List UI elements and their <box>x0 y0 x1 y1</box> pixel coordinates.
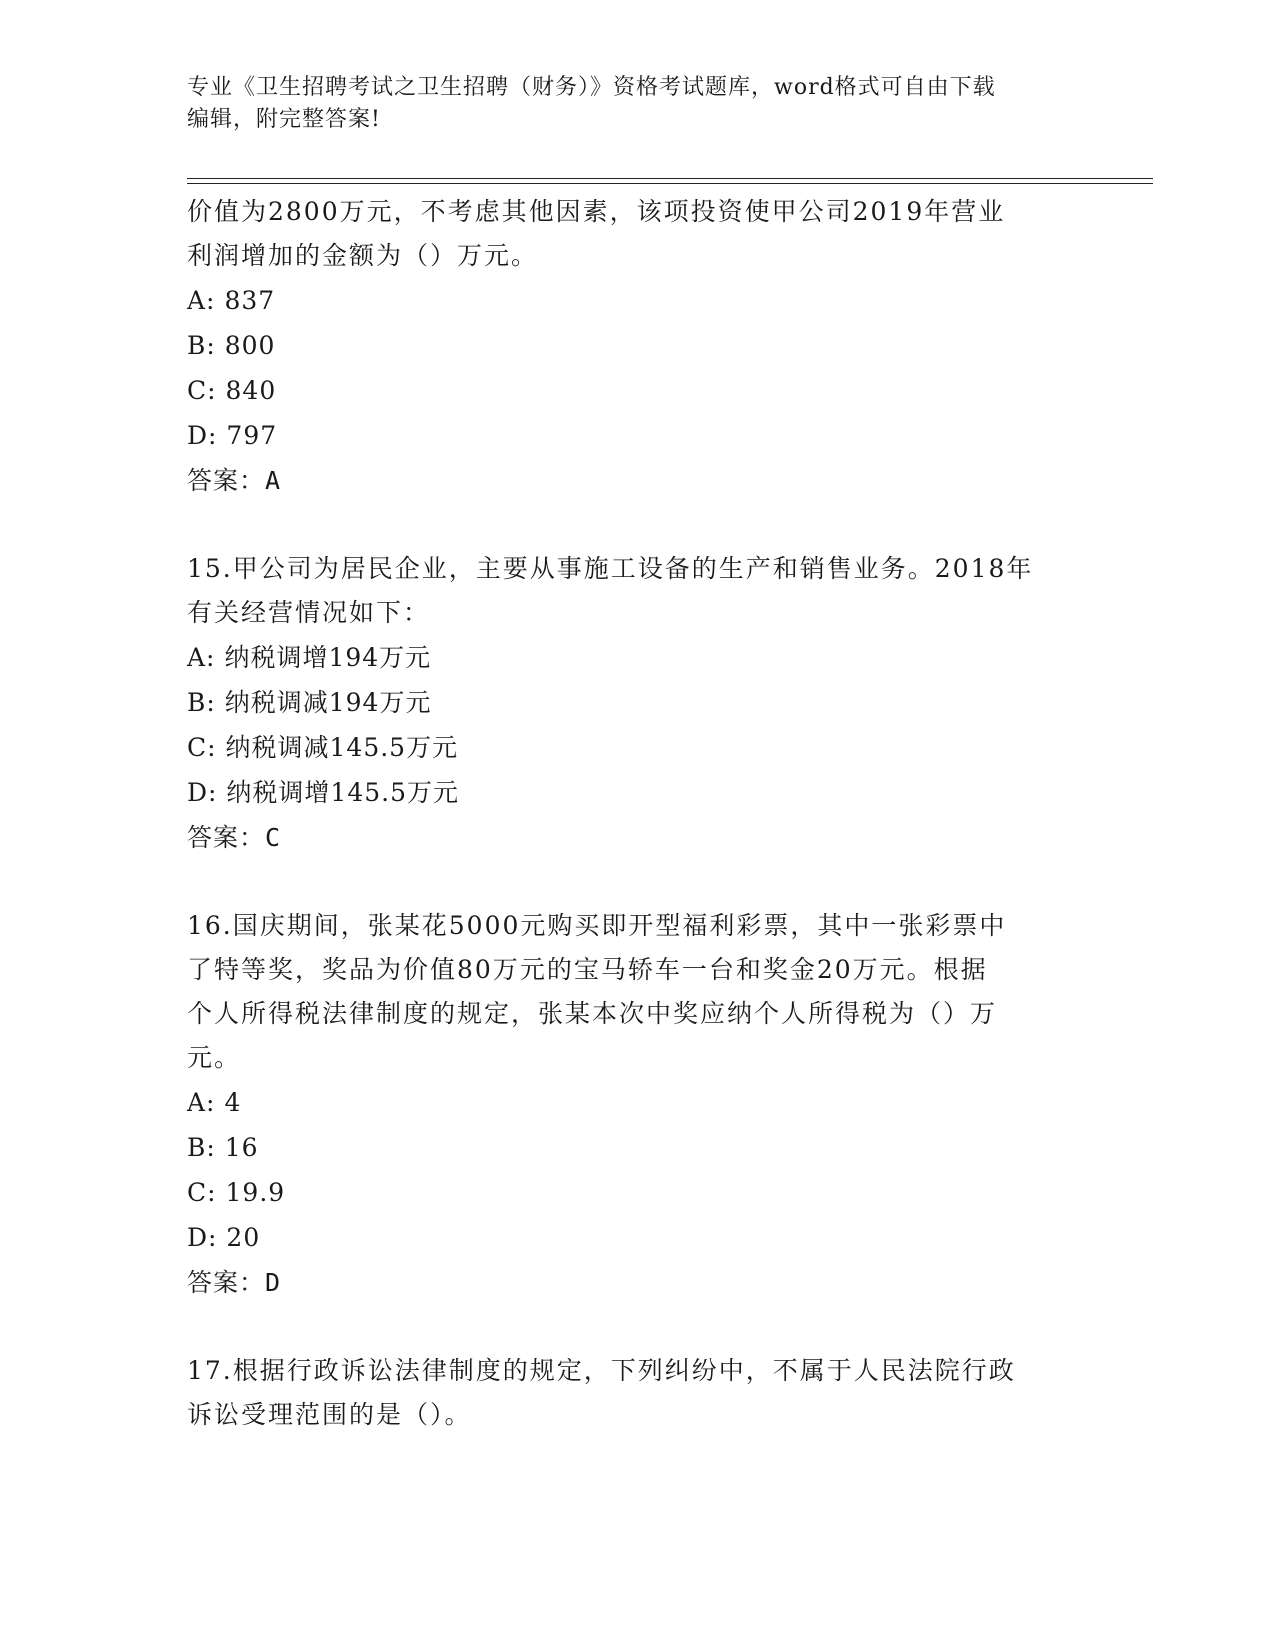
option-b <box>187 680 1087 725</box>
option-a <box>187 278 1087 323</box>
question-stem-line: 15.甲公司为居民企业，主要从事施工设备的生产和销售业务。2018年 <box>187 554 1034 583</box>
question-15 <box>187 547 1087 860</box>
question-stem-line: 17.根据行政诉讼法律制度的规定，下列纠纷中，不属于人民法院行政 <box>187 1356 1016 1385</box>
question-stem-line: 了特等奖，奖品为价值80万元的宝马轿车一台和奖金20万元。根据 <box>187 955 988 984</box>
option-text: 4 <box>224 1088 242 1117</box>
spacer <box>187 1305 1087 1349</box>
question-14 <box>187 190 1087 503</box>
answer-value: A <box>265 466 282 495</box>
option-d <box>187 770 1087 815</box>
option-letter: D: <box>187 1223 218 1252</box>
option-letter: A: <box>187 1088 216 1117</box>
option-text: 20 <box>226 1223 261 1252</box>
option-c <box>187 725 1087 770</box>
question-stem-line: 利润增加的金额为（）万元。 <box>187 241 539 270</box>
header-divider-bottom <box>187 183 1153 184</box>
option-b <box>187 323 1087 368</box>
question-stem-line: 价值为2800万元，不考虑其他因素，该项投资使甲公司2019年营业 <box>187 197 1006 226</box>
option-b <box>187 1125 1087 1170</box>
option-a <box>187 635 1087 680</box>
question-stem-line: 有关经营情况如下： <box>187 598 431 627</box>
option-text: 800 <box>224 331 276 360</box>
option-letter: B: <box>187 331 216 360</box>
answer-line <box>187 1260 1087 1305</box>
option-d <box>187 1215 1087 1260</box>
option-letter: D: <box>187 421 218 450</box>
option-a <box>187 1080 1087 1125</box>
option-text: 837 <box>224 286 276 315</box>
answer-line <box>187 815 1087 860</box>
spacer <box>187 860 1087 904</box>
option-text: 797 <box>226 421 278 450</box>
option-letter: B: <box>187 688 216 717</box>
question-stem-line: 诉讼受理范围的是（）。 <box>187 1400 472 1429</box>
question-stem-line: 元。 <box>187 1043 242 1072</box>
option-c <box>187 1170 1087 1215</box>
option-text: 纳税调增194万元 <box>224 643 432 672</box>
option-letter: C: <box>187 733 217 762</box>
header-divider-top <box>187 178 1153 179</box>
option-letter: C: <box>187 1178 217 1207</box>
option-text: 840 <box>225 376 277 405</box>
option-letter: B: <box>187 1133 216 1162</box>
answer-line <box>187 458 1087 503</box>
question-stem-line: 16.国庆期间，张某花5000元购买即开型福利彩票，其中一张彩票中 <box>187 911 1007 940</box>
answer-label: 答案： <box>187 823 266 852</box>
option-text: 19.9 <box>225 1178 286 1207</box>
answer-label: 答案： <box>187 1268 266 1297</box>
answer-label: 答案： <box>187 466 266 495</box>
answer-value: D <box>265 1268 282 1297</box>
option-text: 16 <box>224 1133 259 1162</box>
question-16 <box>187 904 1087 1305</box>
header-line-2: 编辑，附完整答案! <box>187 107 381 132</box>
header-line-1: 专业《卫生招聘考试之卫生招聘（财务）》资格考试题库，word格式可自由下载 <box>187 75 996 100</box>
question-list <box>187 190 1087 1437</box>
option-text: 纳税调减194万元 <box>224 688 432 717</box>
option-text: 纳税调增145.5万元 <box>226 778 459 807</box>
option-c <box>187 368 1087 413</box>
answer-value: C <box>265 823 282 852</box>
option-letter: A: <box>187 643 216 672</box>
option-letter: A: <box>187 286 216 315</box>
spacer <box>187 503 1087 547</box>
question-17 <box>187 1349 1087 1437</box>
option-text: 纳税调减145.5万元 <box>225 733 459 762</box>
option-d <box>187 413 1087 458</box>
document-header <box>187 72 1067 136</box>
question-stem-line: 个人所得税法律制度的规定，张某本次中奖应纳个人所得税为（）万 <box>187 999 998 1028</box>
option-letter: D: <box>187 778 218 807</box>
option-letter: C: <box>187 376 217 405</box>
